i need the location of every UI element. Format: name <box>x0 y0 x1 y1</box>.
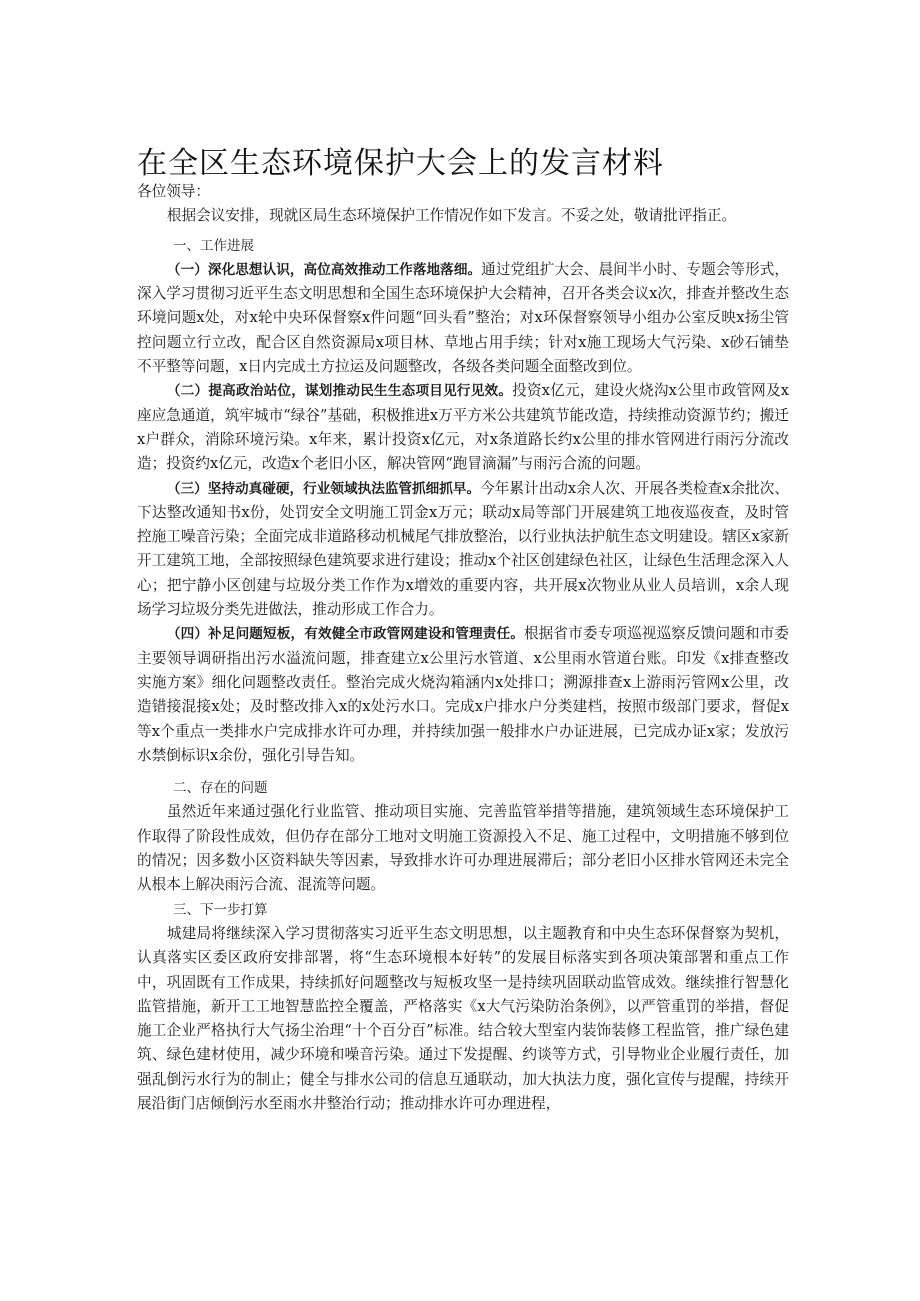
document-body <box>137 180 789 1116</box>
document-title: 在全区生态环境保护大会上的发言材料 <box>137 146 664 182</box>
paragraph-lead: （四）补足问题短板，有效健全市政管网建设和管理责任。 <box>166 626 524 643</box>
intro-paragraph: 根据会议安排，现就区局生态环境保护工作情况作如下发言。不妥之处，敬请批评指正。 <box>166 207 737 225</box>
paragraph-lead: （二）提高政治站位，谋划推动民生生态项目见行见效。 <box>166 383 513 400</box>
paragraph-text: 根据省市委专项巡视巡察反馈问题和市委主要领导调研指出污水溢流问题，排查建立x公里污水管道、x公里雨水管道台账。印发《x排查整改实施方案》细化问题整改责任。整治完成火烧沟箱涵内x处排口；溯源排查x上游雨污管网x公里，改造错接混接x处；及时整改排入x的x处污水口。完成x户排水户分类建档，按照市级部门要求，督促x等x个重点一类排水户完成排水许可办理，并持续加强一般排水户办证进展，已完成办证x家；发放污水禁倒标识x余份，强化引导告知。 <box>137 625 789 764</box>
paragraph-lead: （一）深化思想认识，高位高效推动工作落地落细。 <box>166 261 482 278</box>
section-heading-progress: 一、工作进展 <box>173 237 254 254</box>
paragraph-progress-1 <box>137 258 789 379</box>
salutation: 各位领导： <box>137 183 210 200</box>
spacer <box>137 768 789 776</box>
section-heading-next-steps: 三、下一步打算 <box>173 901 268 918</box>
section-heading-problems: 二、存在的问题 <box>173 780 268 797</box>
paragraph-text: 通过党组扩大会、晨间半小时、专题会等形式，深入学习贯彻习近平生态文明思想和全国生态环境保护大会精神，召开各类会议x次，排查并整改生态环境问题x处，对x轮中央环保督察x件问题“回头看”整治；对x环保督察领导小组办公室反映x扬尘管控问题立行立改，配合区自然资源局x项目林、草地占用手续；针对x施工现场大气污染、x砂石铺垫不平整等问题，x日内完成土方拉运及问题整改，各级各类问题全面整改到位。 <box>137 260 789 376</box>
paragraph-text: 今年累计出动x余人次、开展各类检查x余批次、下达整改通知书x份，处罚安全文明施工罚金x万元；联动x局等部门开展建筑工地夜巡夜查，及时管控施工噪音污染；全面完成非道路移动机械尾气排放整治，以行业执法护航生态文明建设。辖区x家新开工建筑工地，全部按照绿色建筑要求进行建设；推动x个社区创建绿色社区，让绿色生活理念深入人心；把宁静小区创建与垃圾分类工作作为x增效的重要内容，共开展x次物业从业人员培训，x余人现场学习垃圾分类先进做法，推动形成工作合力。 <box>137 479 789 619</box>
paragraph-progress-3 <box>137 477 789 623</box>
paragraph-text: 投资x亿元，建设火烧沟x公里市政管网及x座应急通道，筑牢城市“绿谷”基础，积极推进x万平方米公共建筑节能改造，持续推动资源节约；搬迁x户群众，消除环境污染。x年来，累计投资x亿元，对x条道路长约x公里的排水管网进行雨污分流改造；投资约x亿元，改造x个老旧小区，解决管网“跑冒滴漏”与雨污合流的问题。 <box>137 382 790 473</box>
paragraph-lead: （三）坚持动真碰硬，行业领域执法监管抓细抓早。 <box>166 480 481 497</box>
paragraph-progress-4 <box>137 622 789 768</box>
paragraph-next-steps: 城建局将继续深入学习贯彻落实习近平生态文明思想，以主题教育和中央生态环保督察为契机，认真落实区委区政府安排部署，将“生态环境根本好转”的发展目标落实到各项决策部署和重点工作中，巩固既有工作成果，持续抓好问题整改与短板攻坚一是持续巩固联动监管成效。继续推行智慧化监管措施，新开工工地智慧监控全覆盖，严格落实《x大气污染防治条例》，以严管重罚的举措，督促施工企业严格执行大气扬尘治理“十个百分百”标准。结合较大型室内装饰装修工程监管，推广绿色建筑、绿色建材使用，减少环境和噪音污染。通过下发提醒、约谈等方式，引导物业企业履行责任，加强乱倒污水行为的制止；健全与排水公司的信息互通联动，加大执法力度，强化宣传与提醒，持续开展沿街门店倾倒污水至雨水井整治行动；推动排水许可办理进程， <box>137 924 789 1112</box>
paragraph-problems: 虽然近年来通过强化行业监管、推动项目实施、完善监管举措等措施，建筑领域生态环境保护工作取得了阶段性成效，但仍存在部分工地对文明施工资源投入不足、施工过程中，文明措施不够到位的情况；因多数小区资料缺失等因素，导致排水许可办理进展滞后；部分老旧小区排水管网还未完全从根本上解决雨污合流、混流等问题。 <box>137 803 789 894</box>
paragraph-progress-2 <box>137 379 789 476</box>
